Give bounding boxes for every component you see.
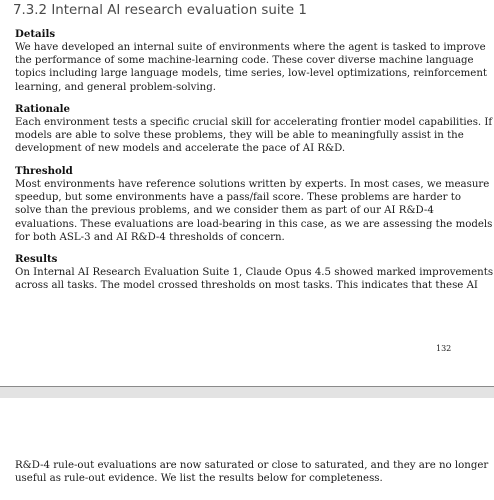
- threshold-line: for both ASL-3 and AI R&D-4 thresholds of concern.: [15, 231, 285, 243]
- continuation-line: R&D-4 rule-out evaluations are now saturated or close to saturated, and they are no longer: [15, 460, 489, 471]
- threshold-line: evaluations. These evaluations are load-bearing in this case, as we are assessing the models: [15, 218, 493, 230]
- page-separator: [0, 386, 494, 398]
- details-heading: Details: [15, 28, 56, 40]
- details-line: topics including large language models, time series, low-level optimizations, reinforcement: [15, 68, 487, 80]
- rationale-section: [15, 103, 493, 156]
- threshold-line: speedup, but some environments have a pass/fail score. These problems are harder to: [15, 192, 462, 204]
- results-line: across all tasks. The model crossed thresholds on most tasks. This indicates that these AI: [15, 280, 478, 292]
- rationale-line: models are able to solve these problems, they will be able to meaningfully assist in the: [15, 130, 464, 142]
- results-section: [15, 253, 494, 292]
- threshold-line: Most environments have reference solutions written by experts. In most cases, we measure: [15, 179, 490, 190]
- results-line: On Internal AI Research Evaluation Suite 1, Claude Opus 4.5 showed marked improvements: [15, 267, 494, 278]
- details-line: We have developed an internal suite of environments where the agent is tasked to improve: [15, 42, 486, 53]
- threshold-line: solve than the previous problems, and we consider them as part of our AI R&D-4: [15, 205, 434, 217]
- rationale-line: development of new models and accelerate the pace of AI R&D.: [15, 143, 346, 155]
- rationale-heading: Rationale: [15, 103, 71, 115]
- details-line: learning, and general problem-solving.: [15, 81, 216, 93]
- details-section: [15, 28, 487, 94]
- continuation-line: useful as rule-out evidence. We list the results below for completeness.: [15, 473, 383, 485]
- continuation-paragraph: [15, 459, 487, 485]
- threshold-section: [15, 165, 493, 244]
- results-heading: Results: [15, 253, 58, 265]
- section-heading: 7.3.2 Internal AI research evaluation suite 1: [13, 3, 307, 18]
- threshold-heading: Threshold: [15, 165, 73, 177]
- rationale-line: Each environment tests a specific crucial skill for accelerating frontier model capabilities. If: [15, 117, 493, 128]
- details-line: the performance of some machine-learning code. These cover diverse machine language: [15, 55, 474, 67]
- page-number: 132: [436, 344, 452, 353]
